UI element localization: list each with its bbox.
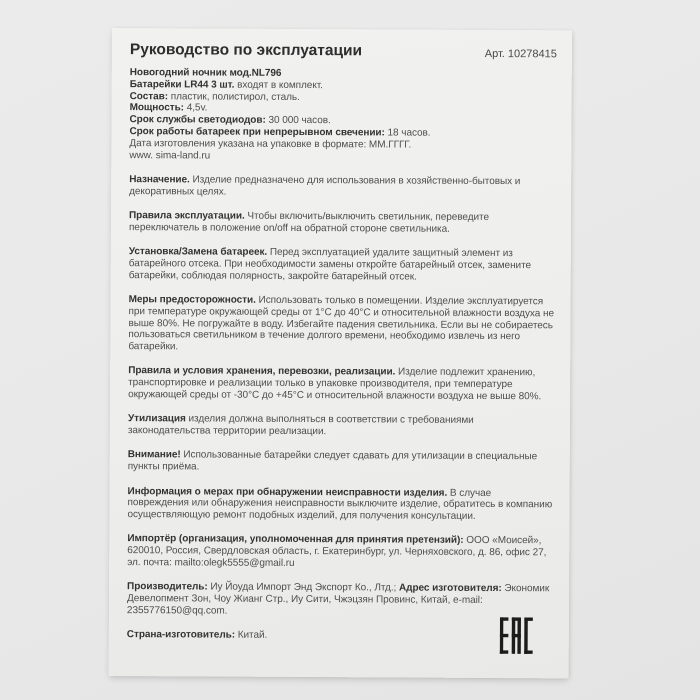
spec-label: Срок службы светодиодов: xyxy=(129,114,266,126)
spec-value: входят в комплект. xyxy=(234,79,323,91)
section-attention xyxy=(128,450,555,476)
section-purpose xyxy=(129,174,556,200)
section-lead: Назначение. xyxy=(129,173,190,186)
section-text: Изделие подлежит хранению, транспортировке и реализации только в упаковке производителя, при температуре окружающей среды от -30°С до +45°С и относительной влажности воздуха не выше 80%. xyxy=(128,366,542,403)
section-lead: Производитель: xyxy=(127,581,208,593)
section-disposal xyxy=(128,413,555,439)
article-number: Арт. 10278415 xyxy=(484,47,557,61)
section-importer xyxy=(127,533,554,571)
page-title: Руководство по эксплуатации xyxy=(129,41,363,60)
section-lead: Установка/Замена батареек. xyxy=(128,246,268,258)
section-text: Чтобы включить/выключить светильник, переведите переключатель в положение on/off на обратной стороне светильника. xyxy=(128,210,490,235)
spec-value: Дата изготовления указана на упаковке в формате: ММ.ГГГГ. xyxy=(129,137,412,151)
section-text: В случае повреждения или обнаружения неисправности выключите изделие, обратитесь в компанию осуществляющую ремонт подобных изделий, для получения консультации. xyxy=(127,487,553,523)
eac-mark xyxy=(500,617,533,654)
section-text: ООО «Моисей», 620010, Россия, Свердловская область, г. Екатеринбург, ул. Черняховского, д. 86, офис 27, эл. почта: mailto:olegk5555@gmail.ru xyxy=(127,535,547,569)
spec-label: Новогодний ночник мод.NL796 xyxy=(129,67,282,79)
product-specs xyxy=(129,67,556,164)
section-text: Использованные батарейки следует сдавать для утилизации в специальные пункты приёма. xyxy=(127,449,538,473)
section-text: Китай. xyxy=(234,629,268,642)
document-body xyxy=(127,174,556,643)
eac-icon xyxy=(500,617,533,654)
section-country-of-origin xyxy=(127,629,554,643)
website-url xyxy=(129,150,556,164)
section-lead: Правила эксплуатации. xyxy=(128,210,245,222)
section-text: изделия должна выполняться в соответствии с требованиями законодательства территории реализации. xyxy=(127,413,474,438)
section-lead: Утилизация xyxy=(127,413,186,425)
section-usage-rules xyxy=(129,210,556,236)
spec-label: Батарейки LR44 3 шт. xyxy=(129,78,235,91)
spec-value: пластик, полистирол, сталь. xyxy=(167,90,300,103)
spec-value: www. sima-land.ru xyxy=(129,149,211,162)
section-lead-address: Адрес изготовителя: xyxy=(398,582,502,595)
section-text: Перед эксплуатацией удалите защитный элемент из батарейного отсека. При необходимости замены откройте батарейный отсек, замените батарейки, соблюдая полярность, закройте батарейный отсек. xyxy=(128,246,532,283)
spec-label: Срок работы батареек при непрерывном свечении: xyxy=(129,126,385,139)
instruction-sheet xyxy=(109,28,572,678)
section-text: Иу Йоуда Импорт Энд Экспорт Ко., Лтд.; xyxy=(207,581,400,594)
section-lead: Меры предосторожности. xyxy=(128,294,256,306)
section-lead: Импортёр (организация, уполномоченная для принятия претензий): xyxy=(127,533,464,547)
spec-value: 18 часов. xyxy=(384,127,431,139)
section-lead: Правила и условия хранения, перевозки, реализации. xyxy=(128,365,396,378)
section-text-address: Экономик Девелопмент Зон, Чоу Жианг Стр., Иу Сити, Чжэцзян Провинс, Китай, e-mail: 2355776150@qq.com. xyxy=(126,583,550,617)
section-precautions xyxy=(128,294,555,355)
spec-label: Мощность: xyxy=(129,102,185,114)
section-storage-rules xyxy=(128,366,555,404)
section-text: Изделие предназначено для использования в хозяйственно-бытовых и декоративных целях. xyxy=(129,174,521,198)
document-header xyxy=(130,41,557,61)
section-manufacturer xyxy=(127,581,554,619)
section-text: Использовать только в помещении. Изделие эксплуатируется при температуре окружающей среды от 1°С до 40°С и относительной влажности воздуха не выше 80%. Не погружайте в воду. Избегайте падения светильника. Если вы не собираетесь пользоваться светильником в течение долгого времени, необходимо извлечь из него батарейки. xyxy=(128,294,555,353)
section-lead: Информация о мерах при обнаружении неисправности изделия. xyxy=(127,485,448,499)
spec-label: Состав: xyxy=(129,90,169,102)
section-lead: Страна-изготовитель: xyxy=(126,629,236,641)
spec-value: 4,5v. xyxy=(183,102,208,114)
section-malfunction-info xyxy=(127,486,554,524)
spec-value: 30 000 часов. xyxy=(265,114,331,127)
section-lead: Внимание! xyxy=(127,449,181,461)
section-battery-install xyxy=(129,246,556,284)
